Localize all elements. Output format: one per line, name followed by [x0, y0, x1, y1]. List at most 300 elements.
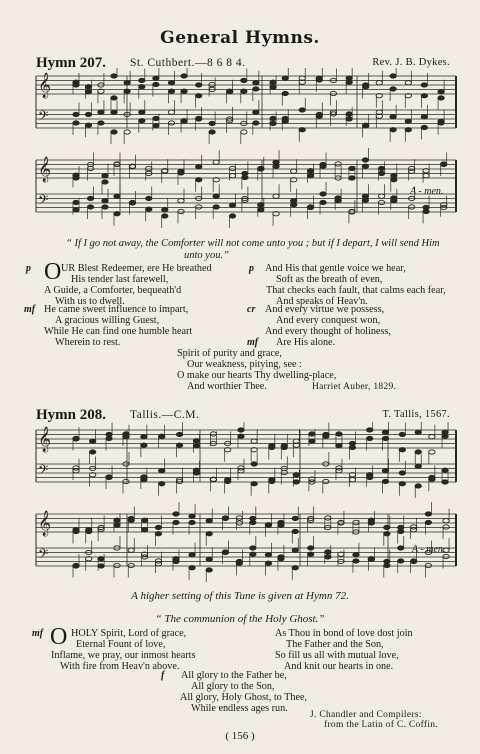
note-head — [421, 115, 427, 119]
note-head — [292, 566, 298, 570]
note-head — [178, 209, 184, 213]
note-head — [238, 466, 244, 470]
note-head — [270, 116, 276, 120]
note-head — [307, 552, 313, 556]
drop-cap: O — [50, 624, 68, 650]
note-head — [111, 74, 117, 78]
note-head — [376, 81, 382, 85]
note-head — [155, 525, 161, 529]
note-head — [236, 561, 242, 565]
note-head — [278, 557, 284, 561]
note-head — [421, 83, 427, 87]
note-head — [111, 96, 117, 100]
note-head — [123, 479, 129, 483]
note-head — [87, 205, 93, 209]
note-head — [146, 207, 152, 211]
note-head — [323, 434, 329, 438]
note-head — [382, 430, 388, 434]
note-head — [222, 516, 228, 520]
note-head — [193, 439, 199, 443]
note-head — [141, 435, 147, 439]
note-head — [293, 480, 299, 484]
note-head — [366, 436, 372, 440]
note-head — [346, 80, 352, 84]
note-head — [282, 116, 288, 120]
note-head — [320, 200, 326, 204]
verse-line: A gracious willing Guest, — [55, 315, 160, 326]
note-head — [405, 119, 411, 123]
verse-line: He came sweet influence to impart, — [44, 304, 189, 315]
note-head — [229, 214, 235, 218]
treble-clef: 𝄞 — [38, 427, 52, 452]
verse-line: And worthier Thee. — [187, 381, 267, 392]
note-head — [250, 546, 256, 550]
verse-line: O make our hearts Thy dwelling-place, — [177, 370, 337, 381]
verse-line: Inflame, we pray, our inmost hearts — [51, 650, 196, 661]
note-head — [415, 450, 421, 454]
note-head — [241, 89, 247, 93]
page-title: General Hymns. — [160, 28, 320, 48]
note-head — [269, 479, 275, 483]
note-head — [258, 166, 264, 170]
note-head — [195, 116, 201, 120]
verse-line: While He can find one humble heart — [44, 326, 193, 337]
note-head — [349, 478, 355, 482]
dynamic-mark: mf — [24, 304, 36, 315]
note-head — [209, 121, 215, 125]
note-head — [128, 518, 134, 522]
note-head — [384, 563, 390, 567]
note-head — [335, 162, 341, 166]
note-head — [330, 91, 336, 95]
note-head — [158, 434, 164, 438]
note-head — [425, 512, 431, 516]
treble-clef: 𝄞 — [38, 73, 52, 98]
note-head — [425, 563, 431, 567]
note-head — [209, 82, 215, 86]
verse-line: And knit our hearts in one. — [284, 661, 394, 672]
page-number: ( 156 ) — [225, 730, 255, 742]
note-head — [378, 171, 384, 175]
note-head — [129, 200, 135, 204]
note-head — [368, 518, 374, 522]
note-head — [429, 477, 435, 481]
note-head — [273, 164, 279, 168]
note-head — [139, 85, 145, 89]
note-head — [139, 78, 145, 82]
note-head — [353, 553, 359, 557]
note-head — [253, 81, 259, 85]
note-head — [325, 516, 331, 520]
note-head — [292, 516, 298, 520]
note-head — [399, 448, 405, 452]
note-head — [346, 112, 352, 116]
note-head — [384, 525, 390, 529]
note-head — [241, 130, 247, 134]
verse-line: His tender last farewell, — [71, 274, 169, 285]
note-head — [320, 164, 326, 168]
verse-line: All glory to the Father be, — [181, 670, 287, 681]
note-head — [102, 174, 108, 178]
note-head — [291, 203, 297, 207]
note-head — [178, 199, 184, 203]
note-head — [73, 112, 79, 116]
note-head — [438, 96, 444, 100]
note-head — [349, 445, 355, 449]
note-head — [114, 212, 120, 216]
hymn-207-score — [0, 68, 480, 238]
note-head — [282, 76, 288, 80]
note-head — [320, 192, 326, 196]
note-head — [168, 121, 174, 125]
note-head — [141, 518, 147, 522]
note-head — [251, 462, 257, 466]
note-head — [189, 520, 195, 524]
hymn-207-composer: Rev. J. B. Dykes. — [372, 57, 450, 68]
note-head — [362, 85, 368, 89]
note-head — [73, 529, 79, 533]
note-head — [162, 208, 168, 212]
note-head — [429, 435, 435, 439]
verse-line: All glory, Holy Ghost, to Thee, — [180, 692, 308, 703]
note-head — [195, 83, 201, 87]
note-head — [155, 532, 161, 536]
note-head — [421, 94, 427, 98]
note-head — [423, 174, 429, 178]
note-head — [362, 123, 368, 127]
bass-clef: 𝄢 — [38, 546, 49, 565]
note-head — [405, 128, 411, 132]
note-head — [73, 200, 79, 204]
note-head — [368, 557, 374, 561]
note-head — [128, 563, 134, 567]
note-head — [141, 528, 147, 532]
note-head — [139, 110, 145, 114]
dynamic-mark: f — [161, 670, 165, 681]
note-head — [146, 166, 152, 170]
note-head — [378, 166, 384, 170]
note-head — [114, 194, 120, 198]
verse-line: As Thou in bond of love dost join — [275, 628, 413, 639]
note-head — [258, 203, 264, 207]
treble-clef: 𝄞 — [38, 511, 52, 536]
note-head — [86, 529, 92, 533]
note-head — [73, 208, 79, 212]
note-head — [366, 473, 372, 477]
note-head — [265, 523, 271, 527]
hymn-207-tune: St. Cuthbert.—8 6 8 4. — [130, 57, 246, 69]
verse-line: Eternal Fount of love, — [76, 639, 166, 650]
note-head — [206, 557, 212, 561]
note-head — [270, 121, 276, 125]
note-head — [307, 205, 313, 209]
verse-line: And His that gentle voice we hear, — [265, 263, 406, 274]
note-head — [421, 125, 427, 129]
verse-line: Spirit of purity and grace, — [177, 348, 282, 359]
note-head — [158, 482, 164, 486]
dynamic-mark: p — [249, 263, 254, 274]
note-head — [336, 444, 342, 448]
note-head — [299, 128, 305, 132]
note-head — [189, 514, 195, 518]
note-head — [282, 91, 288, 95]
note-head — [366, 428, 372, 432]
note-head — [146, 196, 152, 200]
verse-line: And every conquest won, — [276, 315, 381, 326]
note-head — [292, 548, 298, 552]
note-head — [398, 529, 404, 533]
note-head — [429, 450, 435, 454]
note-head — [236, 516, 242, 520]
note-head — [390, 74, 396, 78]
note-head — [405, 81, 411, 85]
note-head — [250, 520, 256, 524]
note-head — [442, 434, 448, 438]
note-head — [153, 116, 159, 120]
note-head — [106, 475, 112, 479]
note-head — [293, 473, 299, 477]
note-head — [89, 450, 95, 454]
hymn-208-tune: Tallis.—C.M. — [130, 409, 200, 421]
note-head — [384, 532, 390, 536]
note-head — [410, 559, 416, 563]
note-head — [258, 208, 264, 212]
dynamic-mark: mf — [247, 337, 259, 348]
note-head — [213, 160, 219, 164]
note-head — [251, 482, 257, 486]
note-head — [443, 525, 449, 529]
note-head — [141, 475, 147, 479]
note-head — [87, 196, 93, 200]
dynamic-mark: cr — [247, 304, 256, 315]
note-head — [226, 89, 232, 93]
note-head — [206, 532, 212, 536]
hymn-208-amen: A - men. — [412, 544, 446, 555]
note-head — [98, 557, 104, 561]
note-head — [443, 519, 449, 523]
note-head — [141, 443, 147, 447]
bass-clef: 𝄢 — [38, 108, 49, 127]
note-head — [441, 162, 447, 166]
note-head — [242, 175, 248, 179]
note-head — [193, 444, 199, 448]
note-head — [85, 85, 91, 89]
note-head — [73, 436, 79, 440]
note-head — [106, 436, 112, 440]
verse-line: So fill us all with mutual love, — [275, 650, 399, 661]
note-head — [278, 520, 284, 524]
note-head — [425, 520, 431, 524]
note-head — [114, 518, 120, 522]
hymn-207-number: Hymn 207. — [36, 55, 107, 71]
note-head — [153, 124, 159, 128]
note-head — [349, 176, 355, 180]
note-head — [102, 180, 108, 184]
note-head — [408, 166, 414, 170]
note-head — [325, 555, 331, 559]
verse-line: Are His alone. — [276, 337, 336, 348]
note-head — [73, 563, 79, 567]
note-head — [238, 428, 244, 432]
note-head — [390, 87, 396, 91]
hymn-207-scripture: “ If I go not away, the Comforter will not come unto you ; but if I depart, I will send Him — [66, 238, 440, 249]
note-head — [335, 196, 341, 200]
note-head — [253, 121, 259, 125]
note-head — [73, 173, 79, 177]
hymn-208-subtitle: “ The communion of the Holy Ghost.” — [155, 613, 325, 625]
note-head — [251, 439, 257, 443]
note-head — [196, 165, 202, 169]
note-head — [415, 484, 421, 488]
note-head — [153, 82, 159, 86]
note-head — [181, 119, 187, 123]
verse-line: Soft as the breath of even, — [276, 274, 383, 285]
note-head — [114, 563, 120, 567]
note-head — [423, 209, 429, 213]
note-head — [323, 479, 329, 483]
higher-setting-note: A higher setting of this Tune is given at Hymn 72. — [131, 590, 349, 602]
note-head — [378, 200, 384, 204]
hymn-207-amen: A - men. — [410, 186, 444, 197]
verse-line: HOLY Spirit, Lord of grace, — [71, 628, 187, 639]
note-head — [85, 90, 91, 94]
note-head — [229, 174, 235, 178]
note-head — [307, 546, 313, 550]
note-head — [399, 432, 405, 436]
note-head — [196, 205, 202, 209]
verse-line: While endless ages run. — [191, 703, 288, 714]
note-head — [176, 432, 182, 436]
note-head — [398, 559, 404, 563]
note-head — [195, 94, 201, 98]
note-head — [399, 471, 405, 475]
hymn-208-number: Hymn 208. — [36, 407, 107, 423]
note-head — [85, 123, 91, 127]
hymn-208-score — [0, 422, 480, 592]
note-head — [250, 552, 256, 556]
note-head — [362, 198, 368, 202]
note-head — [114, 523, 120, 527]
note-head — [173, 512, 179, 516]
note-head — [253, 110, 259, 114]
note-head — [241, 78, 247, 82]
hymn-208-composer: T. Tallis, 1567. — [382, 409, 450, 420]
note-head — [178, 171, 184, 175]
note-head — [399, 482, 405, 486]
note-head — [316, 114, 322, 118]
note-head — [209, 130, 215, 134]
note-head — [73, 121, 79, 125]
note-head — [265, 553, 271, 557]
note-head — [265, 561, 271, 565]
note-head — [73, 80, 79, 84]
note-head — [111, 130, 117, 134]
note-head — [189, 566, 195, 570]
note-head — [210, 432, 216, 436]
hymn-208-author-line1: J. Chandler and Compilers: — [310, 710, 422, 720]
note-head — [309, 432, 315, 436]
note-head — [378, 194, 384, 198]
dynamic-mark: mf — [32, 628, 44, 639]
drop-cap: O — [44, 259, 62, 285]
note-head — [390, 115, 396, 119]
note-head — [193, 468, 199, 472]
note-head — [181, 89, 187, 93]
note-head — [281, 445, 287, 449]
verse-line: UR Blest Redeemer, ere He breathed — [61, 263, 212, 274]
note-head — [346, 117, 352, 121]
note-head — [168, 110, 174, 114]
note-head — [224, 479, 230, 483]
note-head — [222, 550, 228, 554]
note-head — [213, 194, 219, 198]
note-head — [382, 479, 388, 483]
note-head — [438, 121, 444, 125]
note-head — [124, 89, 130, 93]
note-head — [162, 214, 168, 218]
note-head — [253, 87, 259, 91]
verse-line: A Guide, a Comforter, bequeath'd — [44, 285, 182, 296]
note-head — [391, 178, 397, 182]
dynamic-mark: p — [26, 263, 31, 274]
note-head — [269, 445, 275, 449]
note-head — [398, 546, 404, 550]
bass-clef: 𝄢 — [38, 462, 49, 481]
note-head — [124, 130, 130, 134]
note-head — [325, 550, 331, 554]
verse-line: With us to dwell. — [55, 296, 125, 307]
verse-line: Our weakness, pitying, see : — [187, 359, 302, 370]
note-head — [415, 464, 421, 468]
note-head — [229, 203, 235, 207]
hymn-207-author: Harriet Auber, 1829. — [312, 382, 397, 392]
note-head — [307, 169, 313, 173]
note-head — [139, 119, 145, 123]
note-head — [415, 430, 421, 434]
treble-clef: 𝄞 — [38, 157, 52, 182]
note-head — [292, 529, 298, 533]
note-head — [168, 81, 174, 85]
note-head — [353, 520, 359, 524]
note-head — [189, 553, 195, 557]
note-head — [316, 78, 322, 82]
note-head — [410, 525, 416, 529]
note-head — [111, 110, 117, 114]
note-head — [168, 89, 174, 93]
note-head — [124, 81, 130, 85]
note-head — [173, 557, 179, 561]
verse-line: All glory to the Son, — [191, 681, 275, 692]
note-head — [238, 434, 244, 438]
verse-line: Wherein to rest. — [55, 337, 121, 348]
note-head — [158, 469, 164, 473]
verse-line: And every virtue we possess, — [265, 304, 385, 315]
note-head — [98, 564, 104, 568]
note-head — [155, 559, 161, 563]
note-head — [196, 178, 202, 182]
note-head — [349, 166, 355, 170]
note-head — [273, 194, 279, 198]
note-head — [291, 169, 297, 173]
note-head — [181, 74, 187, 78]
note-head — [213, 205, 219, 209]
note-head — [353, 559, 359, 563]
note-head — [98, 121, 104, 125]
note-head — [408, 205, 414, 209]
note-head — [299, 108, 305, 112]
note-head — [382, 469, 388, 473]
note-head — [336, 432, 342, 436]
